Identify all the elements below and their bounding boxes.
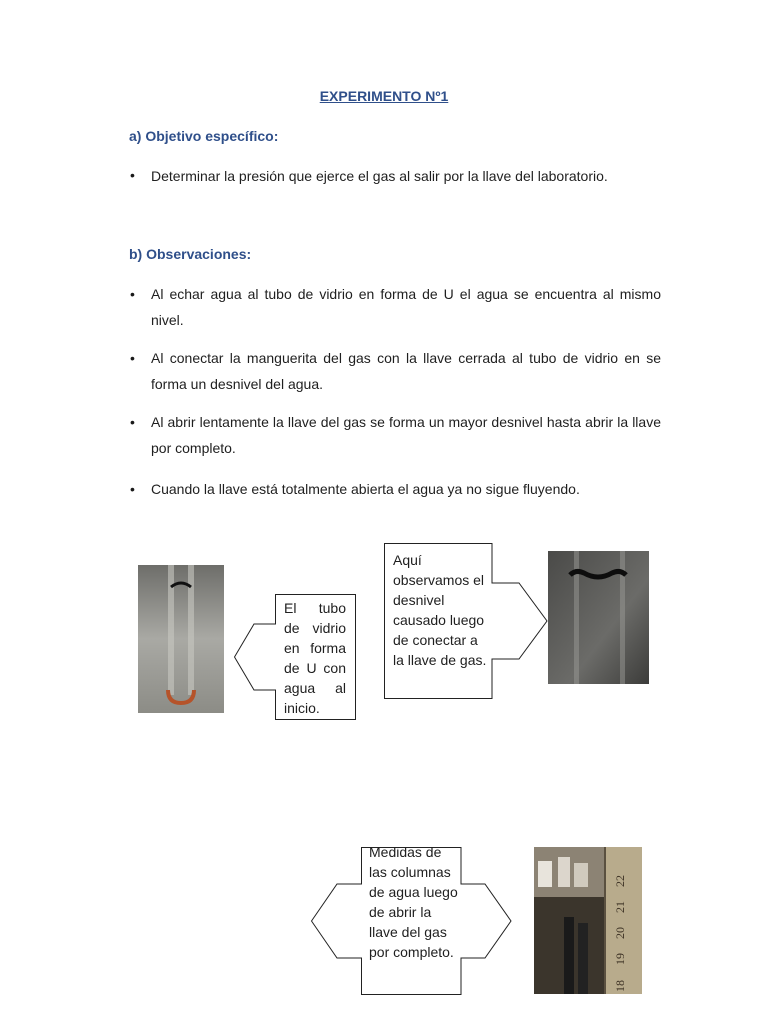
bullet-marker: •	[130, 350, 135, 366]
section-a-heading: a) Objetivo específico:	[129, 128, 279, 144]
ruler-number: 21	[613, 901, 627, 913]
observation-item: Al echar agua al tubo de vidrio en forma de U el agua se encuentra al mismo nivel.	[151, 286, 661, 328]
observation-item: Al conectar la manguerita del gas con la llave cerrada al tubo de vidrio en se forma un desnivel del agua.	[151, 350, 661, 392]
bullet-marker: •	[130, 286, 135, 302]
initial-tube-callout	[234, 594, 356, 720]
observation-item: Cuando la llave está totalmente abierta el agua ya no sigue fluyendo.	[151, 481, 580, 497]
initial-tube-callout-text: El tubo de vidrio en forma de U con agua al inicio.	[284, 600, 346, 716]
u-tube-initial-photo	[138, 565, 224, 713]
measurements-callout-text: Medidas de las columnas de agua luego de abrir la llave del gas por completo.	[369, 847, 458, 960]
bullet-marker: •	[130, 414, 135, 430]
ruler-number: 22	[613, 875, 627, 887]
ruler-number: 20	[613, 927, 627, 939]
ruler-number: 18	[613, 980, 627, 992]
bullet-marker: •	[130, 481, 135, 497]
section-b-heading: b) Observaciones:	[129, 246, 252, 262]
unevenness-callout-text: Aquí observamos el desnivel causado luego de conectar a la llave de gas.	[393, 552, 487, 668]
observation-item: Al abrir lentamente la llave del gas se forma un mayor desnivel hasta abrir la llave por completo.	[151, 414, 661, 456]
measurements-callout	[311, 847, 512, 995]
objective-text: Determinar la presión que ejerce el gas al salir por la llave del laboratorio.	[151, 168, 608, 184]
ruler-number: 19	[613, 953, 627, 965]
bullet-marker: •	[130, 167, 135, 183]
measurement-photo	[534, 847, 642, 994]
document-title: EXPERIMENTO Nº1	[319, 88, 449, 104]
unevenness-photo	[548, 551, 649, 684]
unevenness-callout	[384, 543, 548, 699]
